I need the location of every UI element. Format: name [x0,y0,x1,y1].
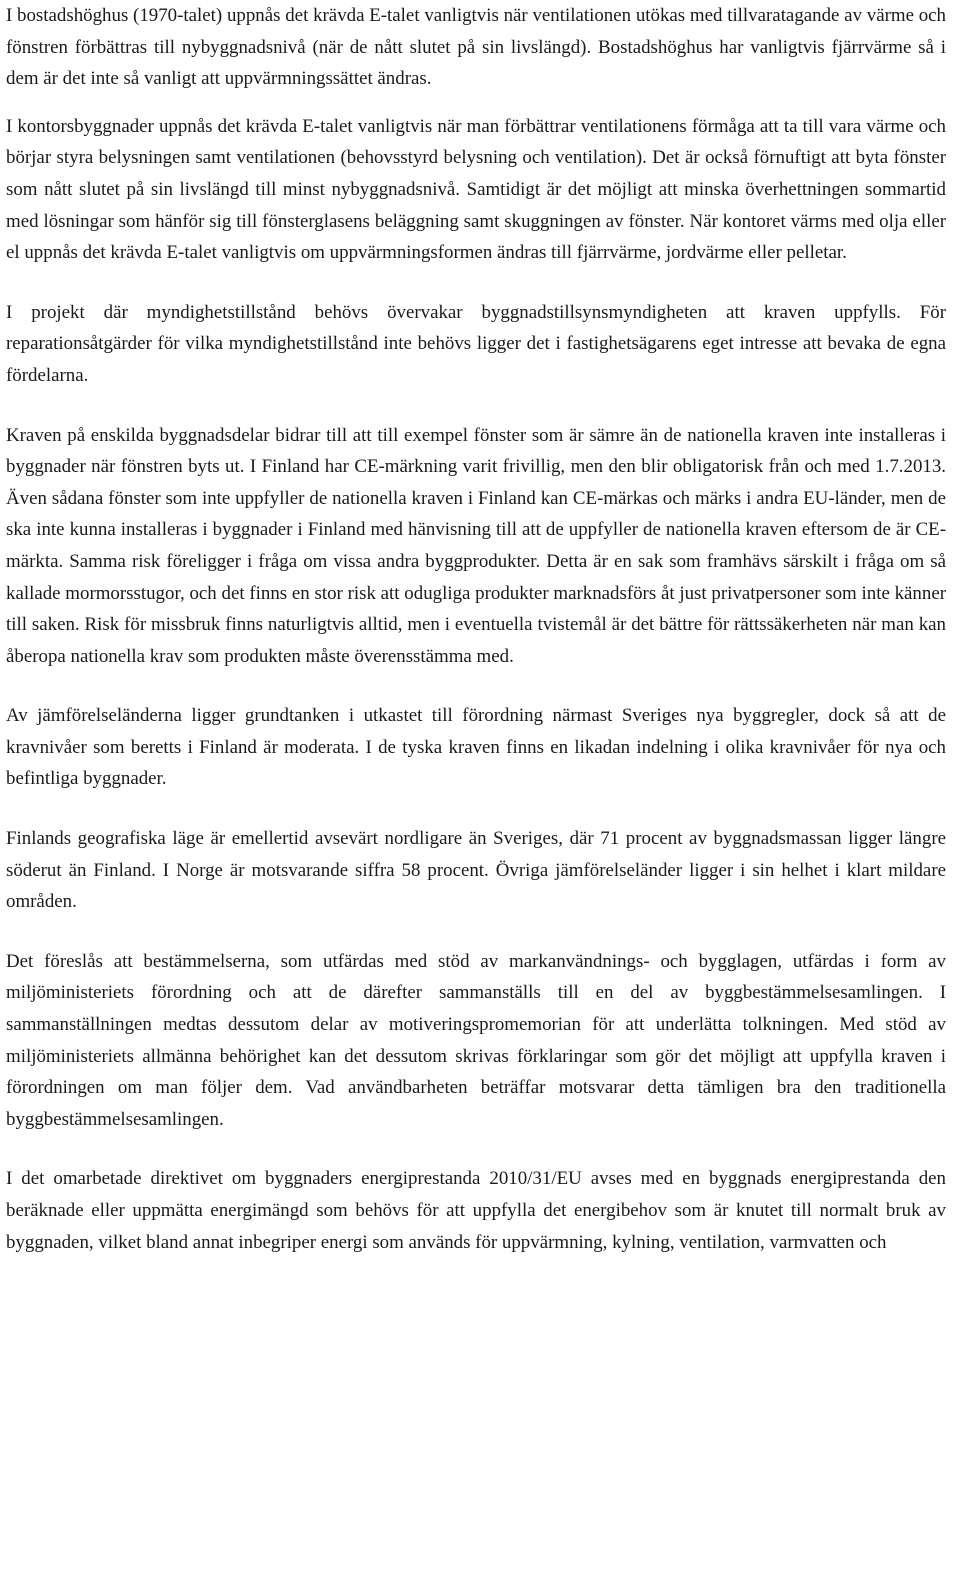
paragraph-byggnadsdelar: Kraven på enskilda byggnadsdelar bidrar till att till exempel fönster som är sämre än de nationella kraven inte installeras i byggnader när fönstren byts ut. I Finland har CE-märkning varit frivillig, men den blir obligatorisk från och med 1.7.2013. Även sådana fönster som inte uppfyller de nationella kraven i Finland kan CE-märkas och märks i andra EU-länder, men de ska inte kunna installeras i byggnader i Finland med hänvisning till att de uppfyller de nationella kraven eftersom de är CE-märkta. Samma risk föreligger i fråga om vissa andra byggprodukter. Detta är en sak som framhävs särskilt i fråga om så kallade mormorsstugor, och det finns en stor risk att odugliga produkter marknadsförs åt just privatpersoner som inte känner till saken. Risk för missbruk finns naturligtvis alltid, men i eventuella tvistemål är det bättre för rättssäkerheten när man kan åberopa nationella krav som produkten måste överensstämma med. [6,424,946,667]
paragraph-bestammelser: Det föreslås att bestämmelserna, som utfärdas med stöd av markanvändnings- och bygglagen, utfärdas i form av miljöministeriets förordning och att de därefter sammanställs till en del av byggbestämmelsesamlingen. I sammanställningen medtas dessutom delar av motiveringspromemorian för att underlätta tolkningen. Med stöd av miljöministeriets allmänna behörighet kan det dessutom skrivas förklaringar som gör det möjligt att uppfylla kraven i förordningen om man följer dem. Vad användbarheten beträffar motsvarar detta tämligen bra den traditionella byggbestämmelsesamlingen. [6,950,946,1130]
paragraph-kontorsbyggnader: I kontorsbyggnader uppnås det krävda E-talet vanligtvis när man förbättrar ventilationens förmåga att ta till vara värme och börjar styra belysningen samt ventilationen (behovsstyrd belysning och ventilation). Det är också förnuftigt att byta fönster som nått slutet på sin livslängd till minst nybyggnadsnivå. Samtidigt är det möjligt att minska överhettningen sommartid med lösningar som hänför sig till fönsterglasens beläggning samt skuggningen av fönster. När kontoret värms med olja eller el uppnås det krävda E-talet vanligtvis om uppvärmningsformen ändras till fjärrvärme, jordvärme eller pelletar. [6,115,946,264]
paragraph-bostadshoghus: I bostadshöghus (1970-talet) uppnås det krävda E-talet vanligtvis när ventilationen utökas med tillvaratagande av värme och fönstren förbättras till nybyggnadsnivå (när de nått slutet på sin livslängd). Bostadshöghus har vanligtvis fjärrvärme så i dem är det inte så vanligt att uppvärmningssättet ändras. [6,5,946,90]
paragraph-jamforelselander: Av jämförelseländerna ligger grundtanken i utkastet till förordning närmast Sveriges nya byggregler, dock så att de kravnivåer som beretts i Finland är moderata. I de tyska kraven finns en likadan indelning i olika kravnivåer för nya och befintliga byggnader. [6,705,946,790]
paragraph-geografiskt-lage: Finlands geografiska läge är emellertid avsevärt nordligare än Sveriges, där 71 procent av byggnadsmassan ligger längre söderut än Finland. I Norge är motsvarande siffra 58 procent. Övriga jämförelseländer ligger i sin helhet i klart mildare områden. [6,828,946,913]
paragraph-myndighetstillstand: I projekt där myndighetstillstånd behövs övervakar byggnadstillsynsmyndigheten att kraven uppfylls. För reparationsåtgärder för vilka myndighetstillstånd inte behövs ligger det i fastighetsägarens eget intresse att bevaka de egna fördelarna. [6,301,946,386]
paragraph-direktiv: I det omarbetade direktivet om byggnaders energiprestanda 2010/31/EU avses med en byggnads energiprestanda den beräknade eller uppmätta energimängd som behövs för att uppfylla det energibehov som är knutet till normalt bruk av byggnaden, vilket bland annat inbegriper energi som används för uppvärmning, kylning, ventilation, varmvatten och [6,1168,946,1253]
document-page [6,0,946,1258]
